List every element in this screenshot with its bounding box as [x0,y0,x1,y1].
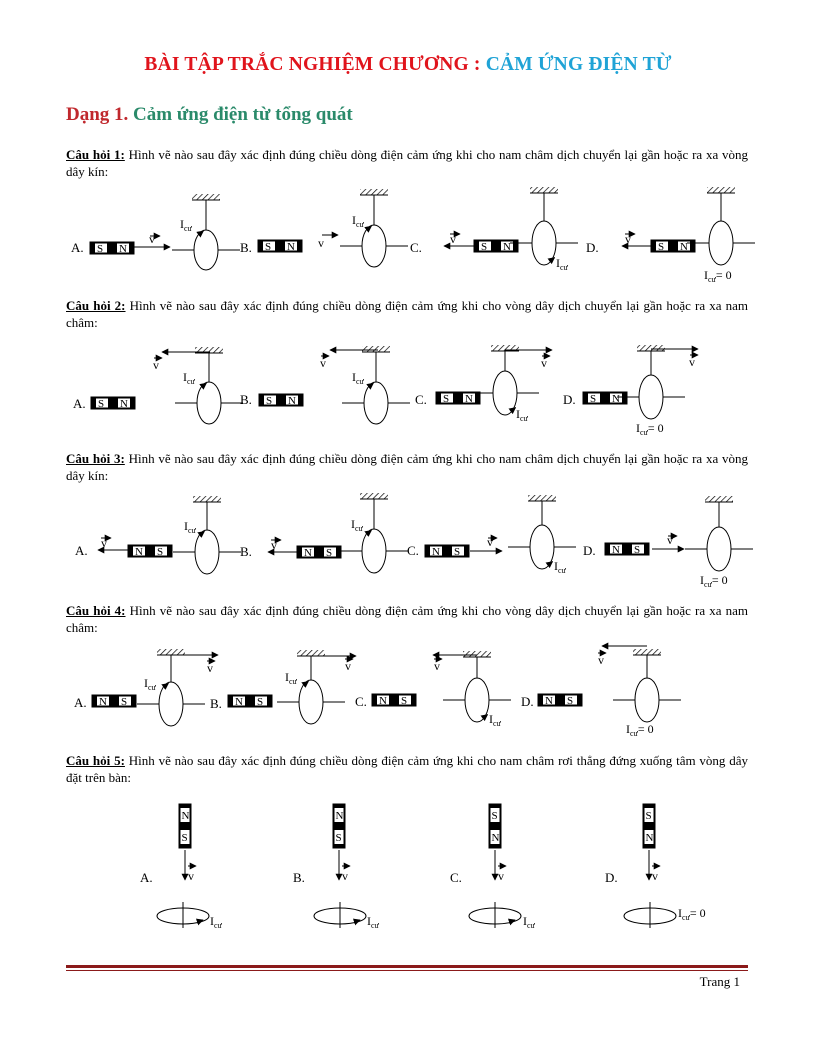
option-label-c: C. [415,392,427,407]
wire-loop [532,221,556,265]
question-3: Câu hỏi 3: Hình vẽ nào sau đây xác định đúng chiều dòng điện cảm ứng khi cho nam châm dịch chuyển lại gần hoặc ra xa vòng dây kín: [66,451,748,483]
magnet-pole-s: S [491,810,498,822]
wire-loop [362,529,386,573]
option-label-b: B. [210,696,222,711]
wire-loop [299,680,323,724]
induced-current-label: $I_{cư}$ [556,256,568,272]
induced-current-label: $I_{cư}$ [180,217,192,233]
ceiling-support [157,649,185,655]
velocity-label: v [318,236,324,250]
wire-loop [197,382,221,424]
ceiling-support [193,496,221,502]
wire-loop [364,382,388,424]
magnet-pole-n: N [288,395,296,407]
question-4: Câu hỏi 4: Hình vẽ nào sau đây xác định đúng chiều dòng điện cảm ứng khi cho vòng dây dịch chuyển lại gần hoặc ra xa nam châm: [66,603,748,635]
ceiling-support [705,496,733,502]
magnet-pole-s: S [266,395,273,407]
magnet-pole-s: S [567,695,574,707]
magnet-pole-s: S [645,810,652,822]
ceiling-support [360,493,388,499]
question-1: Câu hỏi 1: Hình vẽ nào sau đây xác định đúng chiều dòng điện cảm ứng khi cho nam châm dịch chuyển lại gần hoặc ra xa vòng dây kín: [66,147,748,179]
magnet-pole-s: S [590,393,597,405]
wire-loop [530,525,554,569]
ceiling-support [530,187,558,193]
induced-current-label: $I_{cư}$ [352,370,364,386]
magnet-pole-n: N [645,832,654,844]
option-label-c: C. [355,694,367,709]
induced-current-label: $I_{cư}$ [285,670,297,686]
velocity-label: v [598,653,604,667]
option-label-d: D. [586,240,599,255]
footer-rule [66,965,748,968]
induced-current-label: $I_{cư}$ [144,676,156,692]
induced-current-label: $I_{cư}$ [367,914,379,930]
velocity-label: v [667,533,673,547]
induced-current-label: $I_{cư}$ [352,213,364,229]
magnet-pole-s: S [257,696,264,708]
magnet-pole-n: N [545,695,553,707]
option-label-b: B. [293,870,305,885]
magnet-pole-s: S [481,241,488,253]
induced-current-label: $I_{cư}= 0$ [704,268,732,284]
magnet-pole-s: S [121,696,128,708]
magnet-pole-n: N [432,546,440,558]
wire-loop [159,682,183,726]
induced-current-label: $I_{cư}$ [351,517,363,533]
velocity-label: v [652,869,658,883]
magnet-pole-n: N [119,243,127,255]
magnet-pole-s: S [181,832,188,844]
magnet-pole-s: S [157,546,164,558]
option-label-b: B. [240,240,252,255]
magnet-pole-n: N [287,241,295,253]
option-label-d: D. [605,870,618,885]
option-label-b: B. [240,392,252,407]
option-label-a: A. [73,396,86,411]
wire-loop [635,678,659,722]
velocity-label: v [689,355,695,369]
magnet-pole-s: S [401,695,408,707]
magnet-pole-s: S [634,544,641,556]
induced-current-label: $I_{cư}$ [523,914,535,930]
option-label-d: D. [521,694,534,709]
induced-current-label: $I_{cư}$ [516,407,528,423]
magnet-pole-s: S [658,241,665,253]
question-2: Câu hỏi 2: Hình vẽ nào sau đây xác định đúng chiều dòng điện cảm ứng khi cho vòng dây dịch chuyển lại gần hoặc ra xa nam châm: [66,298,748,330]
magnet-pole-s: S [326,547,333,559]
velocity-label: v [625,232,631,246]
induced-current-label: $I_{cư}$ [210,914,222,930]
magnet-pole-s: S [443,393,450,405]
ceiling-support [192,194,220,200]
option-label-a: A. [75,543,88,558]
magnet-pole-n: N [680,241,688,253]
option-label-a: A. [140,870,153,885]
magnet-pole-n: N [612,544,620,556]
wire-loop [493,371,517,415]
velocity-label: v [207,661,213,675]
induced-current-label: $I_{cư}= 0$ [700,573,728,589]
ceiling-support [528,495,556,501]
question-5: Câu hỏi 5: Hình vẽ nào sau đây xác định đúng chiều dòng điện cảm ứng khi cho nam châm rơi thẳng đứng xuống tâm vòng dây đặt trên bàn: [66,753,748,785]
magnet-pole-s: S [454,546,461,558]
velocity-label: v [320,356,326,370]
ceiling-support [633,649,661,655]
velocity-label: v [271,538,277,552]
page-number: Trang 1 [699,974,740,989]
ceiling-support [360,189,388,195]
magnet-pole-n: N [379,695,387,707]
ceiling-support [637,345,665,351]
velocity-label: v [153,358,159,372]
induced-current-label: $I_{cư}$ [554,559,566,575]
option-label-c: C. [450,870,462,885]
velocity-label: v [149,232,155,246]
magnet-pole-s: S [98,398,105,410]
induced-current-label: $I_{cư}= 0$ [626,722,654,738]
ceiling-support [463,651,491,657]
velocity-label: v [342,869,348,883]
velocity-label: v [434,659,440,673]
magnet-pole-n: N [304,547,312,559]
ceiling-support [707,187,735,193]
induced-current-label: $I_{cư}$ [183,370,195,386]
velocity-label: v [498,869,504,883]
velocity-label: v [487,535,493,549]
magnet-pole-n: N [335,810,344,822]
option-label-c: C. [410,240,422,255]
wire-loop [707,527,731,571]
option-label-d: D. [563,392,576,407]
option-label-c: C. [407,543,419,558]
ceiling-support [297,650,325,656]
option-label-a: A. [71,240,84,255]
velocity-label: v [345,659,351,673]
induced-current-label: $I_{cư}= 0$ [636,421,664,437]
magnet-pole-n: N [99,696,107,708]
wire-loop [194,230,218,270]
wire-loop [195,530,219,574]
magnet-pole-n: N [181,810,190,822]
magnet-pole-s: S [265,241,272,253]
magnet-pole-n: N [491,832,500,844]
ceiling-support [362,346,390,352]
magnet-pole-n: N [612,393,620,405]
option-label-d: D. [583,543,596,558]
magnet-pole-n: N [235,696,243,708]
magnet-pole-s: S [97,243,104,255]
velocity-label: v [101,536,107,550]
wire-loop [465,678,489,722]
wire-loop [709,221,733,265]
option-label-b: B. [240,544,252,559]
wire-loop [362,225,386,267]
magnet-pole-s: S [335,832,342,844]
induced-current-label: $I_{cư}= 0$ [678,906,706,922]
induced-current-label: $I_{cư}$ [184,519,196,535]
induced-current-label: $I_{cư}$ [489,712,501,728]
page-title: BÀI TẬP TRẮC NGHIỆM CHƯƠNG : CẢM ỨNG ĐIỆN TỪ [144,54,672,75]
wire-loop [639,375,663,419]
magnet-pole-n: N [120,398,128,410]
magnet-pole-n: N [465,393,473,405]
section-heading: Dạng 1. Cảm ứng điện từ tổng quát [66,104,353,125]
velocity-label: v [450,232,456,246]
velocity-label: v [188,869,194,883]
velocity-label: v [541,356,547,370]
magnet-pole-n: N [135,546,143,558]
magnet-pole-n: N [503,241,511,253]
footer-rule-thin [66,970,748,971]
option-label-a: A. [74,695,87,710]
